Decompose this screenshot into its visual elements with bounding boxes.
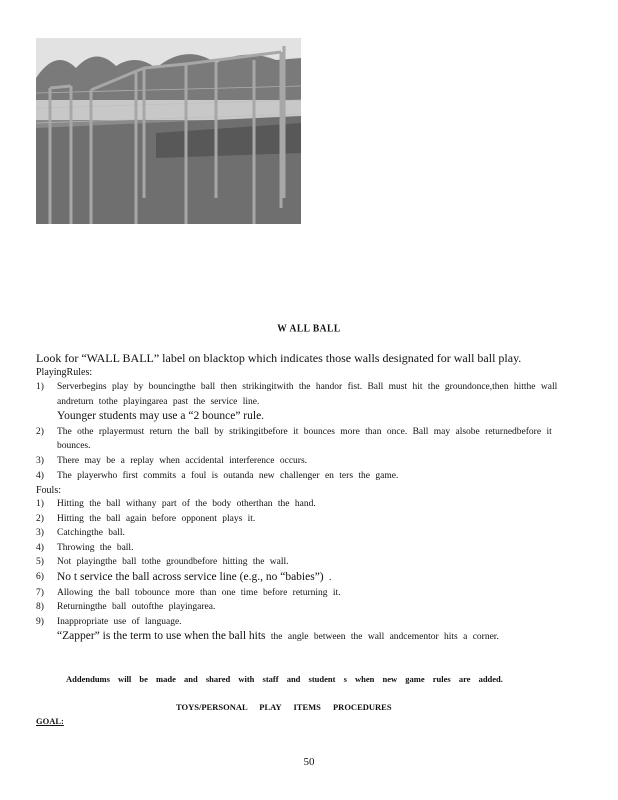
zapper-note: “Zapper” is the term to use when the ball hits the angle between the wall andcementor hits a corner. [57,630,499,643]
list-item: 6) No t service the ball across service line (e.g., no “babies”) . [36,570,332,583]
page-number: 50 [303,756,315,768]
list-item: 3) Catchingthe ball. [36,528,125,539]
list-item: 4) The playerwho first commits a foul is outanda new challenger en ters the game. [36,470,399,481]
list-item: 1) Serverbegins play by bouncingthe ball then strikingitwith the handor fist. Ball must hit the groundonce,then hitthe wall andreturn tothe playingarea past the service line. Younger students may use a “2 bounce” rule. [36,382,558,423]
playground-photo [36,38,301,224]
intro-text: Look for “WALL BALL” label on blacktop which indicates those walls designated for wall ball play. [36,351,522,365]
list-item: 4) Throwing the ball. [36,542,134,553]
rules-heading: PlayingRules: [36,367,93,378]
goal-label: GOAL: [36,716,64,726]
list-item: 3) There may be a replay when accidental interference occurs. [36,455,308,466]
fouls-list [36,497,566,645]
list-item: 1) Hitting the ball withany part of the body otherthan the hand. [36,499,316,509]
fouls-heading: Fouls: [36,485,62,496]
list-item: 8) Returningthe ball outofthe playingarea. [36,602,216,613]
page-title: W ALL BALL [277,323,341,335]
section-heading-toys: TOYS/PERSONAL PLAY ITEMS PROCEDURES [176,702,392,712]
addendum-note: Addendums will be made and shared with staff and student s when new game rules are added. [66,674,503,684]
list-item: 2) The othe rplayermust return the ball by strikingitbefore it bounces more than once. Ball may alsobe returnedbefore it bounces. [36,426,552,452]
list-item: 7) Allowing the ball tobounce more than one time before returning it. [36,587,341,598]
rules-list [36,380,566,483]
list-item: 2) Hitting the ball again before opponent plays it. [36,513,256,524]
list-item: 9) Inappropriate use of language. [36,616,182,627]
list-item: 5) Not playingthe ball tothe groundbefore hitting the wall. [36,557,289,568]
